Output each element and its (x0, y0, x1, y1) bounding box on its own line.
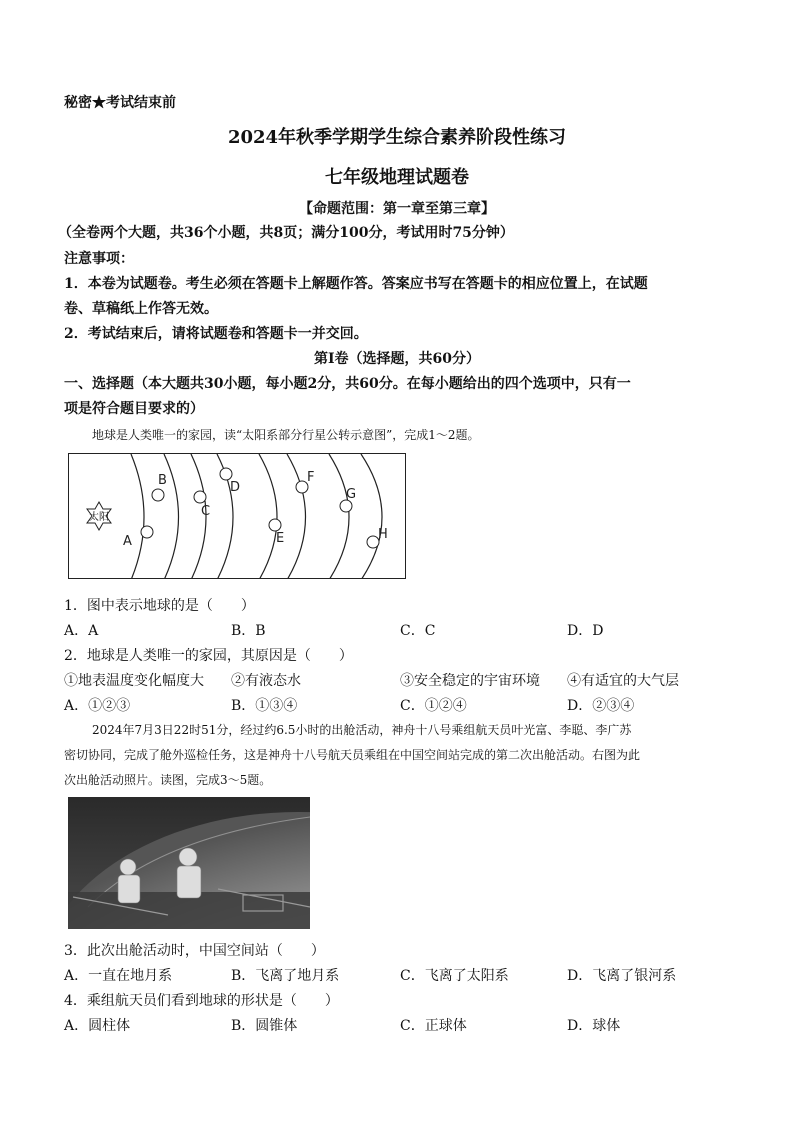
q4-option-b: B．圆锥体 (231, 1018, 298, 1034)
orbit-8 (361, 454, 382, 579)
orbit-figure (69, 454, 406, 579)
planet-label-b: B (158, 473, 167, 488)
q4-option-a: A．圆柱体 (64, 1018, 131, 1034)
q1-stem: 1．图中表示地球的是（ ） (64, 598, 255, 614)
planet-a-icon (141, 526, 153, 538)
planet-label-c: C (201, 504, 211, 519)
section-instruction-line-2: 项是符合题目要求的） (64, 401, 204, 417)
orbit-6 (287, 454, 306, 579)
q2-statement-4: ④有适宜的大气层 (567, 673, 679, 689)
astronaut-1-helmet (120, 859, 136, 875)
volume-title: 第Ⅰ卷（选择题，共60分） (313, 351, 481, 367)
q1-option-c: C．C (400, 623, 436, 639)
sun-label: 太阳 (89, 512, 109, 523)
q2-option-b: B．①③④ (231, 698, 298, 714)
q1-option-b: B．B (231, 623, 266, 639)
planet-label-f: F (307, 470, 315, 485)
passage-1: 地球是人类唯一的家园，读“太阳系部分行星公转示意图”，完成1～2题。 (92, 428, 480, 442)
planet-c-icon (194, 491, 206, 503)
q2-statement-3: ③安全稳定的宇宙环境 (400, 673, 540, 689)
note-item-2: 2．考试结束后，请将试题卷和答题卡一并交回。 (64, 326, 368, 342)
planet-label-h: H (378, 527, 388, 542)
planet-b-icon (152, 489, 164, 501)
planet-d-icon (220, 468, 232, 480)
astronaut-2-helmet (179, 848, 197, 866)
passage-2-line-1: 2024年7月3日22时51分，经过约6.5小时的出舱活动，神舟十八号乘组航天员叶光富、李聪、李广苏 (92, 723, 632, 737)
passage-2-line-3: 次出舱活动照片。读图，完成3～5题。 (64, 773, 272, 787)
q2-stem: 2．地球是人类唯一的家园，其原因是（ ） (64, 648, 353, 664)
q2-option-c: C．①②④ (400, 698, 467, 714)
passage-2-line-2: 密切协同，完成了舱外巡检任务，这是神舟十八号航天员乘组在中国空间站完成的第二次出舱活动。右图为此 (64, 748, 641, 762)
astronaut-1-suit (118, 875, 140, 903)
q3-option-b: B．飞离了地月系 (231, 968, 340, 984)
astronaut-2-suit (177, 866, 201, 898)
planet-e-icon (269, 519, 281, 531)
q2-option-a: A．①②③ (64, 698, 131, 714)
spacewalk-photo-illustration (68, 797, 310, 929)
notes-heading: 注意事项： (64, 251, 134, 267)
spacewalk-photo (68, 797, 310, 929)
q3-option-a: A．一直在地月系 (64, 968, 173, 984)
q3-option-d: D．飞离了银河系 (567, 968, 677, 984)
q2-statement-2: ②有液态水 (231, 673, 301, 689)
planet-label-g: G (346, 487, 357, 502)
planet-label-d: D (230, 480, 241, 495)
q2-option-d: D．②③④ (567, 698, 635, 714)
q1-option-a: A．A (64, 623, 99, 639)
q4-option-c: C．正球体 (400, 1018, 467, 1034)
q4-option-d: D．球体 (567, 1018, 621, 1034)
note-item-1-line-2: 卷、草稿纸上作答无效。 (64, 301, 218, 317)
exam-title: 2024年秋季学期学生综合素养阶段性练习 (227, 127, 567, 148)
orbit-7 (329, 454, 349, 579)
orbit-1 (131, 454, 144, 579)
exam-subtitle: 七年级地理试题卷 (325, 167, 469, 188)
secret-mark: 秘密★考试结束前 (64, 95, 176, 111)
exam-info: （全卷两个大题，共36个小题，共8页；满分100分，考试用时75分钟） (58, 225, 514, 241)
solar-system-diagram (68, 453, 406, 579)
planet-label-a: A (123, 534, 132, 549)
q1-option-d: D．D (567, 623, 604, 639)
q4-stem: 4．乘组航天员们看到地球的形状是（ ） (64, 993, 339, 1009)
orbit-5 (259, 454, 277, 579)
note-item-1-line-1: 1．本卷为试题卷。考生必须在答题卡上解题作答。答案应书写在答题卡的相应位置上，在试题 (64, 276, 648, 292)
q2-statement-1: ①地表温度变化幅度大 (64, 673, 204, 689)
q3-option-c: C．飞离了太阳系 (400, 968, 509, 984)
q3-stem: 3．此次出舱活动时，中国空间站（ ） (64, 943, 325, 959)
exam-scope: 【命题范围：第一章至第三章】 (299, 201, 495, 217)
planet-label-e: E (276, 531, 285, 546)
section-instruction-line-1: 一、选择题（本大题共30小题，每小题2分，共60分。在每小题给出的四个选项中，只有一 (64, 376, 631, 392)
